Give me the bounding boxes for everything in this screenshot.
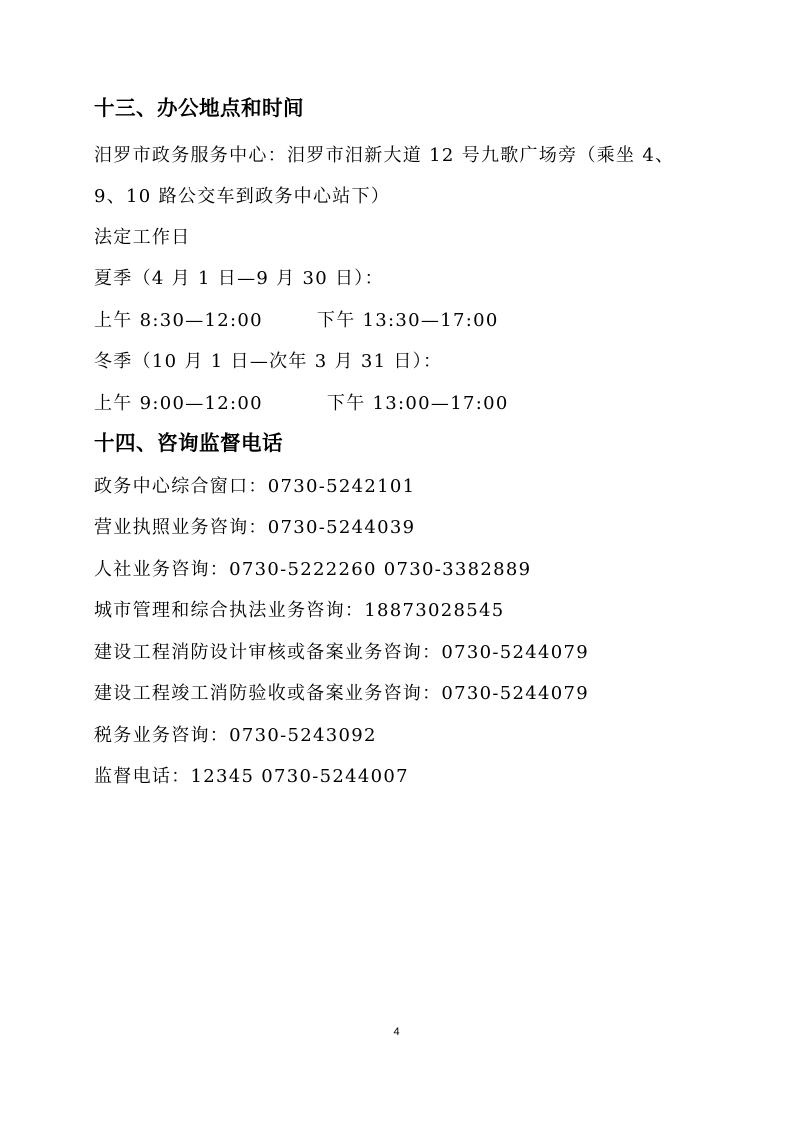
contact-line: 建设工程消防设计审核或备案业务咨询：0730-5244079: [94, 642, 590, 663]
contact-line: 建设工程竣工消防验收或备案业务咨询：0730-5244079: [94, 683, 590, 704]
contact-line: 营业执照业务咨询：0730-5244039: [94, 517, 416, 538]
address-line-2: 9、10 路公交车到政务中心站下）: [94, 186, 391, 207]
section-14-heading: 十四、咨询监督电话: [94, 431, 283, 455]
section-13-heading: 十三、办公地点和时间: [94, 96, 304, 120]
summer-hours: [94, 309, 499, 333]
contact-line: 人社业务咨询：0730-5222260 0730-3382889: [94, 559, 532, 580]
winter-label: 冬季（10 月 1 日—次年 3 月 31 日）：: [94, 351, 443, 372]
contact-line: 监督电话：12345 0730-5244007: [94, 766, 409, 787]
winter-pm-hours: 下午 13:00—17:00: [326, 393, 509, 414]
summer-am-hours: 上午 8:30—12:00: [94, 310, 263, 331]
winter-am-hours: 上午 9:00—12:00: [94, 393, 263, 414]
winter-hours: [94, 392, 509, 416]
workdays-label: 法定工作日: [94, 227, 191, 248]
summer-pm-hours: 下午 13:30—17:00: [316, 310, 499, 331]
contact-line: 税务业务咨询：0730-5243092: [94, 725, 377, 746]
contact-line: 城市管理和综合执法业务咨询：18873028545: [94, 600, 505, 621]
contact-line: 政务中心综合窗口：0730-5242101: [94, 476, 416, 497]
summer-label: 夏季（4 月 1 日—9 月 30 日）：: [94, 268, 384, 289]
address-line-1: 汨罗市政务服务中心：汨罗市汨新大道 12 号九歌广场旁（乘坐 4、: [94, 145, 675, 166]
page-number: 4: [393, 1026, 400, 1038]
